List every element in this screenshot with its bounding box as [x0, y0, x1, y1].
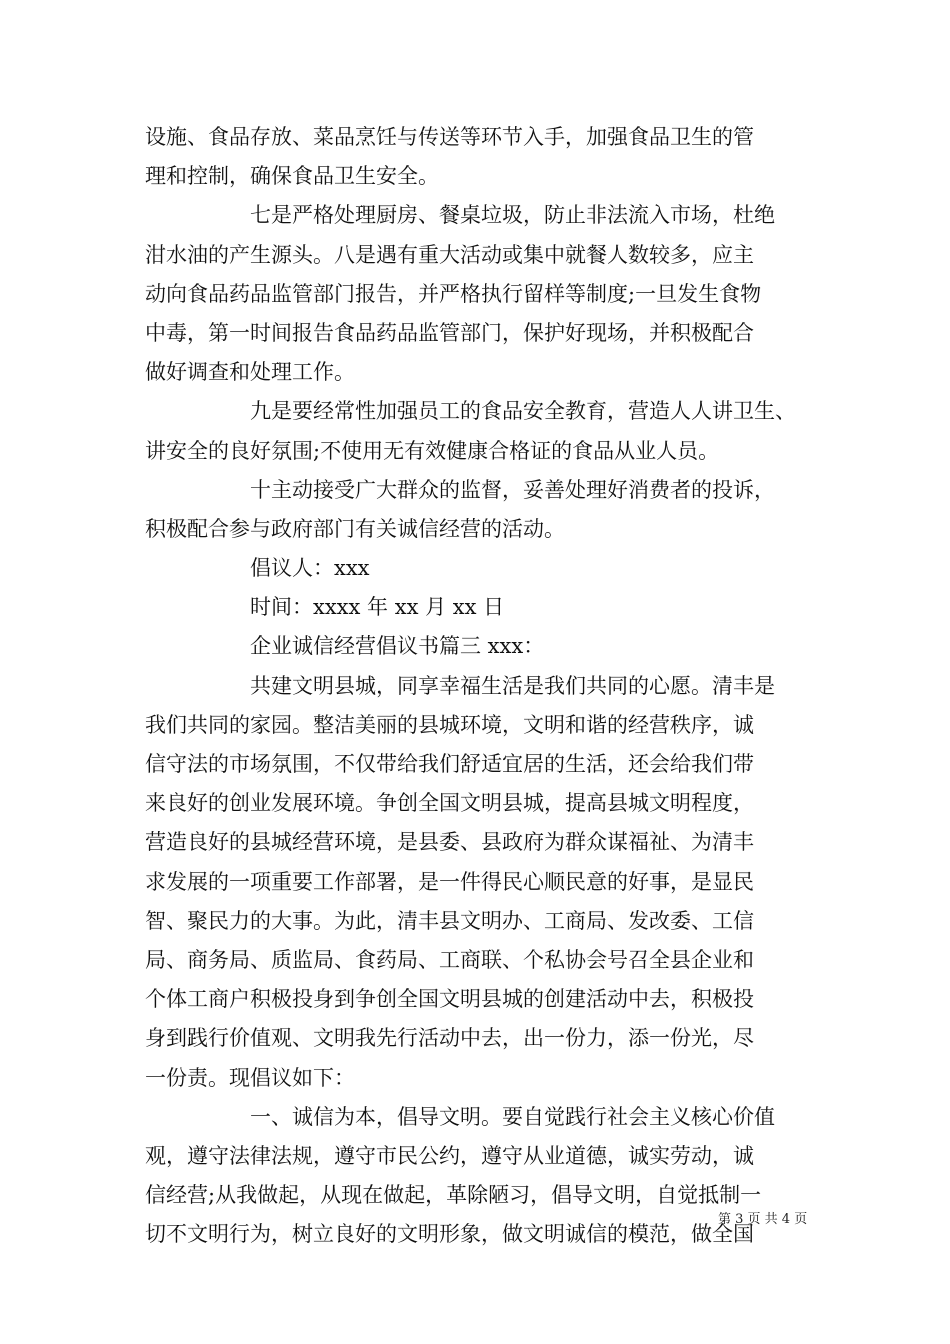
text-line: 泔水油的产生源头。八是遇有重大活动或集中就餐人数较多，应主 [145, 242, 754, 267]
text-line: 倡议人：xxx [250, 556, 370, 581]
text-line: 来良好的创业发展环境。争创全国文明县城，提高县城文明程度， [145, 791, 754, 816]
text-line: 七是严格处理厨房、餐桌垃圾，防止非法流入市场，杜绝 [250, 203, 775, 228]
text-line: 企业诚信经营倡议书篇三 xxx： [250, 634, 545, 659]
text-line: 中毒，第一时间报告食品药品监管部门，保护好现场，并积极配合 [145, 320, 754, 345]
text-line: 信经营;从我做起，从现在做起，革除陋习，倡导文明，自觉抵制一 [145, 1183, 762, 1208]
text-line: 时间：xxxx 年 xx 月 xx 日 [250, 595, 505, 620]
text-line: 个体工商户积极投身到争创全国文明县城的创建活动中去，积极投 [145, 987, 754, 1012]
text-line: 观，遵守法律法规，遵守市民公约，遵守从业道德，诚实劳动，诚 [145, 1143, 754, 1168]
text-line: 讲安全的良好氛围;不使用无有效健康合格证的食品从业人员。 [145, 438, 720, 463]
text-line: 切不文明行为，树立良好的文明形象，做文明诚信的模范，做全国 [145, 1222, 754, 1247]
text-line: 积极配合参与政府部门有关诚信经营的活动。 [145, 516, 565, 541]
text-line: 设施、食品存放、菜品烹饪与传送等环节入手，加强食品卫生的管 [145, 125, 754, 149]
page-footer: 第 3 页 共 4 页 [718, 1212, 808, 1227]
document-body [145, 118, 808, 1254]
text-line: 局、商务局、质监局、食药局、工商联、个私协会号召全县企业和 [145, 947, 754, 972]
text-line: 一、诚信为本，倡导文明。要自觉践行社会主义核心价值 [250, 1104, 775, 1129]
text-line: 动向食品药品监管部门报告，并严格执行留样等制度;一旦发生食物 [145, 281, 762, 306]
text-line: 一份责。现倡议如下： [145, 1065, 355, 1090]
text-line: 求发展的一项重要工作部署，是一件得民心顺民意的好事，是显民 [145, 869, 754, 894]
text-line: 九是要经常性加强员工的食品安全教育，营造人人讲卫生、 [250, 399, 796, 424]
text-line: 营造良好的县城经营环境，是县委、县政府为群众谋福祉、为清丰 [145, 830, 754, 855]
text-line: 我们共同的家园。整洁美丽的县城环境，文明和谐的经营秩序，诚 [145, 712, 754, 737]
text-line: 理和控制，确保食品卫生安全。 [145, 164, 439, 189]
text-line: 智、聚民力的大事。为此，清丰县文明办、工商局、发改委、工信 [145, 908, 754, 933]
text-line: 做好调查和处理工作。 [145, 360, 355, 385]
text-line: 身到践行价值观、文明我先行活动中去，出一份力，添一份光，尽 [145, 1026, 754, 1051]
text-line: 十主动接受广大群众的监督，妥善处理好消费者的投诉， [250, 477, 775, 502]
text-line: 共建文明县城，同享幸福生活是我们共同的心愿。清丰是 [250, 673, 775, 698]
text-line: 信守法的市场氛围，不仅带给我们舒适宜居的生活，还会给我们带 [145, 752, 754, 776]
